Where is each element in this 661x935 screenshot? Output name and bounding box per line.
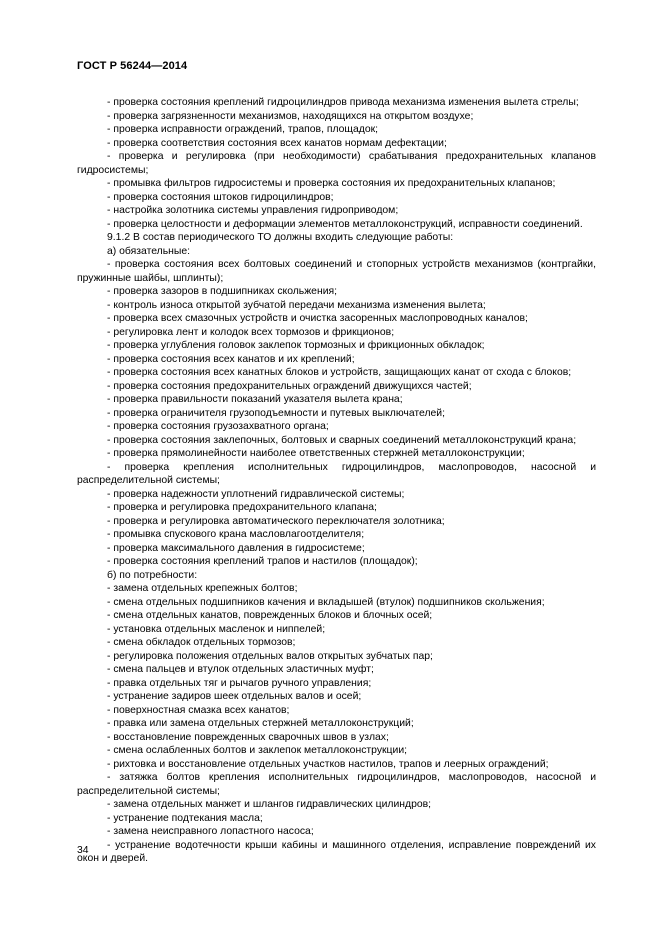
paragraph: - смена пальцев и втулок отдельных эластичных муфт; xyxy=(107,664,374,675)
paragraph: - проверка крепления исполнительных гидроцилиндров, маслопроводов, насосной и распределительной системы; xyxy=(77,461,596,486)
paragraph: 9.1.2 В состав периодического ТО должны входить следующие работы: xyxy=(107,232,454,243)
paragraph: - правка или замена отдельных стержней металлоконструкций; xyxy=(107,718,414,729)
document-header: ГОСТ Р 56244—2014 xyxy=(77,60,188,72)
paragraph: - рихтовка и восстановление отдельных участков настилов, трапов и леерных ограждений; xyxy=(107,758,549,770)
paragraph: - смена ослабленных болтов и заклепок металлоконструкции; xyxy=(107,745,408,756)
paragraph: - промывка фильтров гидросистемы и проверка состояния их предохранительных клапанов; xyxy=(107,178,556,189)
paragraph: - затяжка болтов крепления исполнительных гидроцилиндров, маслопроводов, насосной и распределительной системы; xyxy=(77,772,596,797)
paragraph: - промывка спускового крана масловлагоотделителя; xyxy=(107,529,365,540)
paragraph: - установка отдельных масленок и ниппелей; xyxy=(107,623,326,635)
paragraph: б) по потребности: xyxy=(107,569,198,581)
paragraph: - поверхностная смазка всех канатов; xyxy=(107,704,290,716)
page-number: 34 xyxy=(77,845,89,856)
paragraph: - проверка ограничителя грузоподъемности и путевых выключателей; xyxy=(107,407,445,419)
paragraph: а) обязательные: xyxy=(107,245,190,257)
paragraph: - настройка золотника системы управления гидроприводом; xyxy=(107,205,399,216)
paragraph: - устранение подтекания масла; xyxy=(107,812,263,824)
paragraph: - проверка состояния штоков гидроцилиндров; xyxy=(107,191,334,203)
paragraph: - проверка максимального давления в гидросистеме; xyxy=(107,542,365,554)
paragraph: - правка отдельных тяг и рычагов ручного управления; xyxy=(107,677,372,689)
paragraph: - проверка правильности показаний указателя вылета крана; xyxy=(107,394,403,405)
paragraph: - проверка состояния заклепочных, болтовых и сварных соединений металлоконструкций крана; xyxy=(107,434,577,446)
paragraph: - проверка состояния грузозахватного органа; xyxy=(107,421,329,432)
paragraph: - проверка зазоров в подшипниках скольжения; xyxy=(107,286,338,297)
paragraph: - проверка и регулировка предохранительного клапана; xyxy=(107,502,377,513)
document-body xyxy=(77,96,596,866)
paragraph: - проверка состояния всех канатных блоков и устройств, защищающих канат от схода с блоков; xyxy=(107,367,572,378)
paragraph: - проверка надежности уплотнений гидравлической системы; xyxy=(107,488,405,500)
paragraph: - смена обкладок отдельных тормозов; xyxy=(107,637,296,648)
paragraph: - регулировка положения отдельных валов открытых зубчатых пар; xyxy=(107,650,433,662)
paragraph: - контроль износа открытой зубчатой передачи механизма изменения вылета; xyxy=(107,299,486,311)
paragraph: - восстановление поврежденных сварочных швов в узлах; xyxy=(107,731,389,743)
paragraph: - проверка исправности ограждений, трапов, площадок; xyxy=(107,124,379,135)
paragraph: - проверка состояния всех болтовых соединений и стопорных устройств механизмов (контргайки, пружинные шайбы, шплинты); xyxy=(77,259,596,284)
paragraph: - проверка всех смазочных устройств и очистка засоренных маслопроводных каналов; xyxy=(107,313,528,324)
paragraph: - проверка целостности и деформации элементов металлоконструкций, исправности соединений. xyxy=(107,218,583,230)
paragraph: - замена неисправного лопастного насоса; xyxy=(107,826,314,837)
paragraph: - проверка прямолинейности наиболее ответственных стержней металлоконструкции; xyxy=(107,448,525,459)
paragraph: - проверка и регулировка (при необходимости) срабатывания предохранительных клапанов гидросистемы; xyxy=(77,151,596,176)
paragraph: - проверка состояния предохранительных ограждений движущихся частей; xyxy=(107,380,472,392)
paragraph: - замена отдельных манжет и шлангов гидравлических цилиндров; xyxy=(107,799,432,810)
paragraph: - устранение водотечности крыши кабины и машинного отделения, исправление повреждений их окон и дверей. xyxy=(77,839,596,864)
paragraph: - проверка состояния всех канатов и их креплений; xyxy=(107,353,355,365)
paragraph: - проверка состояния креплений трапов и настилов (площадок); xyxy=(107,556,418,567)
paragraph: - проверка и регулировка автоматического переключателя золотника; xyxy=(107,515,445,527)
paragraph: - смена отдельных подшипников качения и вкладышей (втулок) подшипников скольжения; xyxy=(107,596,545,608)
paragraph: - проверка углубления головок заклепок тормозных и фрикционных обкладок; xyxy=(107,340,485,351)
paragraph: - проверка состояния креплений гидроцилиндров привода механизма изменения вылета стрелы; xyxy=(107,97,579,108)
paragraph: - смена отдельных канатов, поврежденных блоков и блочных осей; xyxy=(107,610,433,621)
paragraph: - замена отдельных крепежных болтов; xyxy=(107,583,298,594)
paragraph: - проверка загрязненности механизмов, находящихся на открытом воздухе; xyxy=(107,110,474,122)
paragraph: - устранение задиров шеек отдельных валов и осей; xyxy=(107,691,362,702)
paragraph: - регулировка лент и колодок всех тормозов и фрикционов; xyxy=(107,326,395,338)
paragraph: - проверка соответствия состояния всех канатов нормам дефектации; xyxy=(107,137,447,149)
